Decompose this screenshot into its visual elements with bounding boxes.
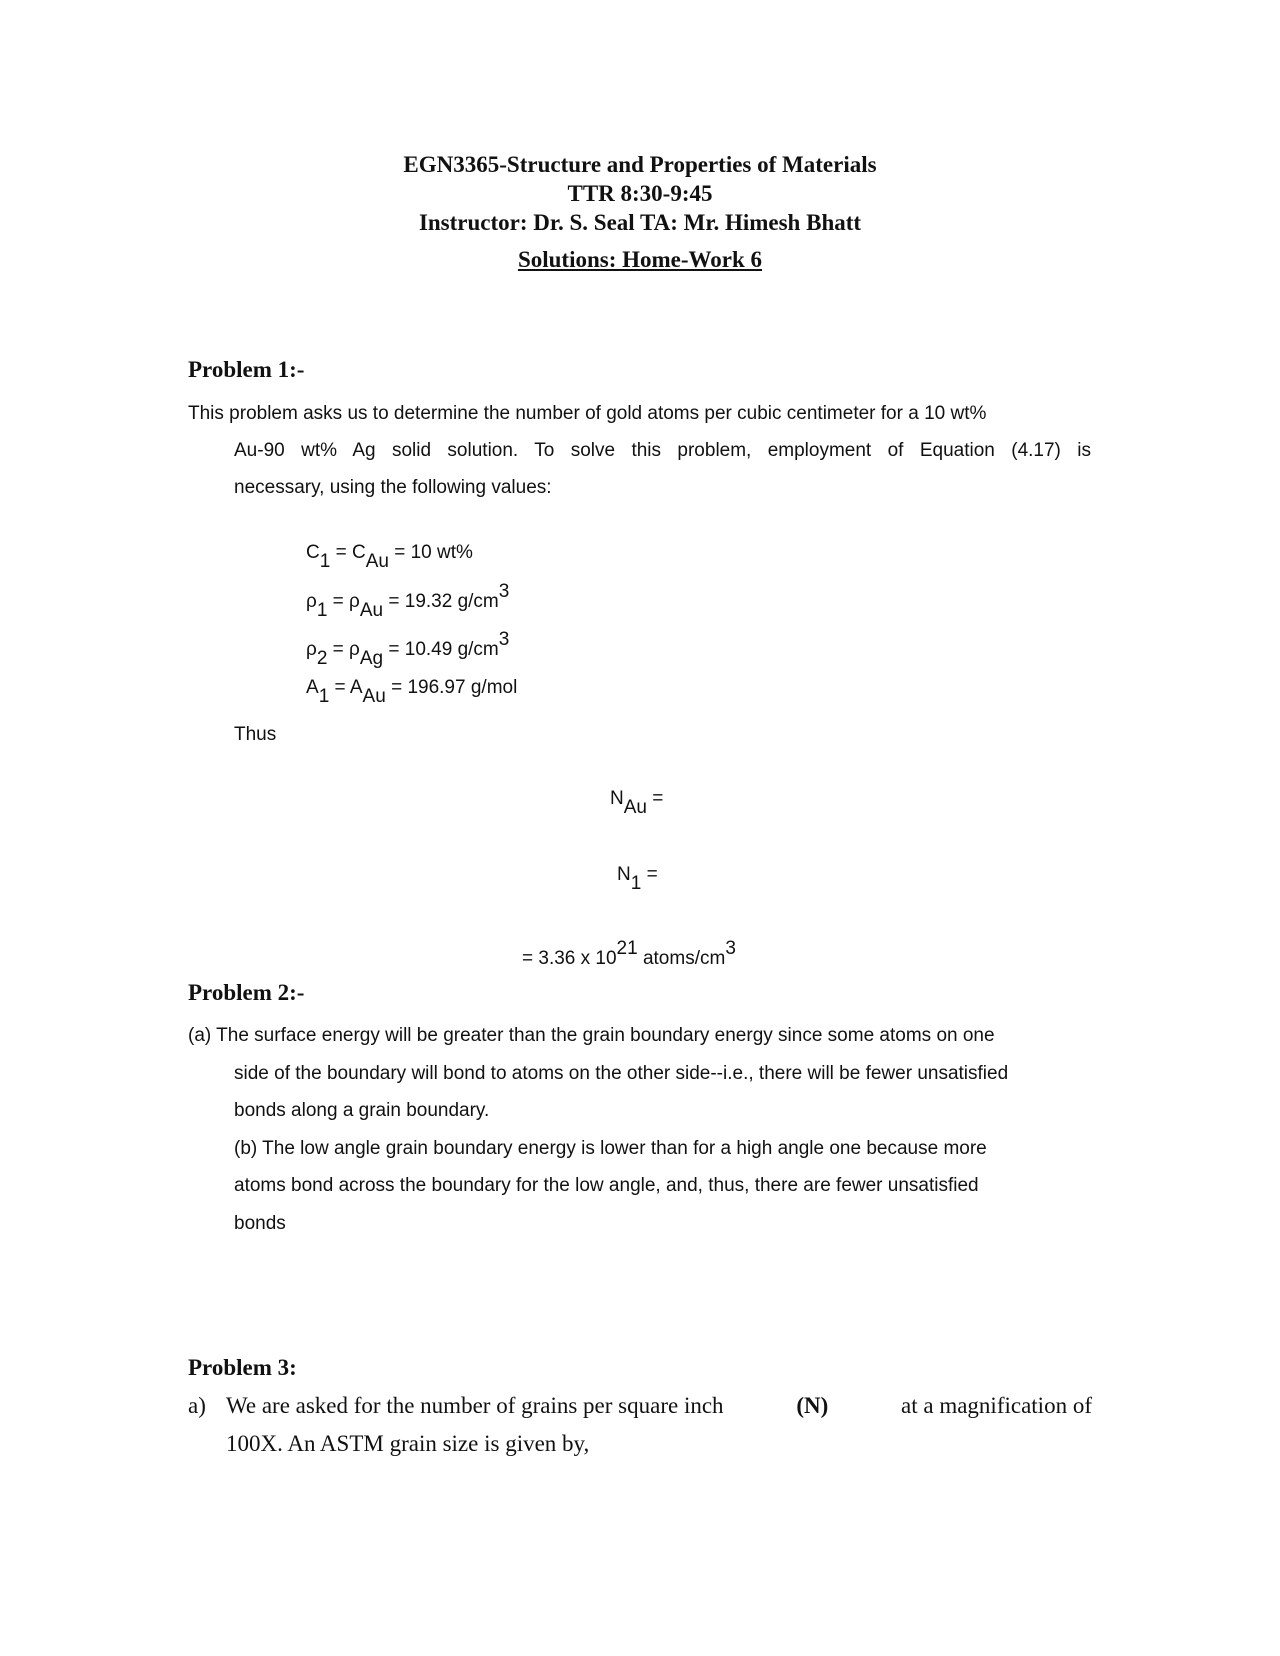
result-unit-exponent: 3 [725,938,736,959]
value-rho2 [306,629,510,669]
c1-equals: = C [335,542,366,563]
problem1-line2: Au-90 wt% Ag solid solution. To solve this problem, employment of Equation (4.17) is [234,440,1091,461]
problem3-a-line2: 100X. An ASTM grain size is given by, [226,1431,590,1456]
problem2-a-line1: (a) The surface energy will be greater than the grain boundary energy since some atoms on one [188,1025,995,1046]
result-unit: atoms/cm [637,948,726,969]
problem2-b-line3: bonds [234,1213,286,1234]
n-au-subscript: Au [623,797,647,818]
rho1-symbol: ρ [306,591,317,612]
problem2-heading: Problem 2:- [188,980,305,1005]
n-au-equals: = [652,788,664,809]
problem1-heading: Problem 1:- [188,357,305,382]
rho1-exponent: 3 [498,581,510,602]
value-rho1 [306,581,510,621]
a1-equals: = A [334,677,363,698]
n-1-subscript: 1 [630,873,642,894]
a1-subscript-2: Au [362,686,386,707]
rho2-subscript: 2 [316,648,328,669]
a1-value: = 196.97 g/mol [391,677,518,698]
problem3-a-line1 [226,1393,1092,1419]
problem2-b-line2: atoms bond across the boundary for the low angle, and, thus, there are fewer unsatisfied [234,1175,979,1196]
a1-subscript: 1 [318,686,330,707]
n-1-equation [617,864,658,894]
problem1-line3: necessary, using the following values: [234,477,552,498]
rho2-equals: = ρ [332,639,360,660]
n-1-equals: = [646,864,658,885]
c1-subscript-2: Au [365,551,389,572]
rho1-subscript: 1 [316,600,328,621]
result-exponent: 21 [616,938,638,959]
problem2-a-line2: side of the boundary will bond to atoms on the other side--i.e., there will be fewer unsatisfied [234,1063,1009,1084]
problem3-heading: Problem 3: [188,1355,297,1380]
n-au-symbol: N [610,788,624,809]
problem3-a-label: a) [188,1393,206,1418]
problem2-b-line1: (b) The low angle grain boundary energy is lower than for a high angle one because more [234,1138,987,1159]
problem2-a-line3: bonds along a grain boundary. [234,1100,490,1121]
instructor-line: Instructor: Dr. S. Seal TA: Mr. Himesh Bhatt [418,210,862,235]
problem3-a-line1-post: at a magnification of [901,1393,1092,1418]
result-line [522,938,736,970]
page-subtitle [0,246,1280,274]
rho2-value: = 10.49 g/cm [388,639,499,660]
result-value: = 3.36 x 10 [522,948,617,969]
subtitle-text: Solutions: Home-Work 6 [517,247,763,272]
problem1-line1: This problem asks us to determine the number of gold atoms per cubic centimeter for a 10 wt% [188,403,987,424]
course-title: EGN3365-Structure and Properties of Materials [403,152,877,177]
c1-subscript: 1 [319,551,331,572]
value-c1 [306,542,473,572]
c1-symbol: C [306,542,320,563]
rho2-exponent: 3 [498,629,510,650]
class-schedule: TTR 8:30-9:45 [567,181,713,206]
rho2-symbol: ρ [306,639,317,660]
rho1-value: = 19.32 g/cm [388,591,499,612]
c1-value: = 10 wt% [394,542,473,563]
rho2-subscript-2: Ag [359,648,384,669]
problem3-a-line1-pre: We are asked for the number of grains per square inch [226,1393,724,1418]
thus-label: Thus [234,724,277,745]
rho1-subscript-2: Au [359,600,384,621]
rho1-equals: = ρ [332,591,360,612]
n-1-symbol: N [617,864,631,885]
a1-symbol: A [306,677,319,698]
n-au-equation [610,788,664,818]
problem3-n-symbol: (N) [796,1393,829,1418]
value-a1 [306,677,518,707]
